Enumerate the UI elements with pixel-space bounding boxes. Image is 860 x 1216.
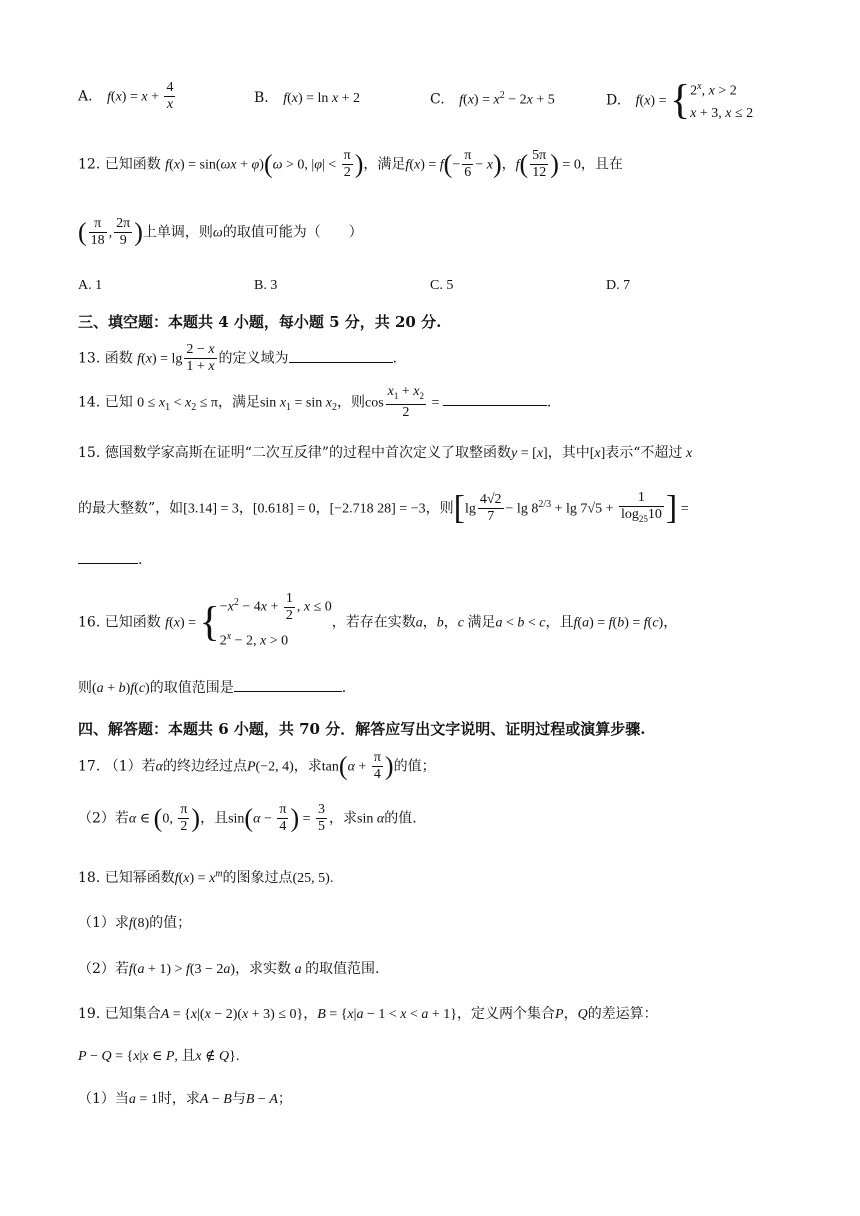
q14: 14. 已知 $0 \le x_1 < x_2 \le \pi$，满足$\sin x_1 = \sin x_2$，则cos $\frac{x_1 + x_2}{2}$ = . [78,384,552,420]
q12-option-c: C. 5 [430,278,454,293]
q11-options [78,76,798,126]
q17-part1: 17. （1）若α的终边经过点P(−2, 4)，求tan(α + $\frac{\pi}{4}$ )的值； [78,750,436,782]
q19-mid2-text: 的差运算： [587,1006,658,1022]
q18-part2: （2）若f(a + 1) > f(3 − 2a)，求实数 a 的取值范围. [78,961,380,977]
answer-blank[interactable] [289,348,393,363]
q16-mid-text: ，若存在实数 [331,614,416,631]
q12-option-b: B. 3 [254,278,278,293]
q15-line1-text: 15. 德国数学家高斯在证明“二次互反律”的过程中首次定义了取整函数 [78,445,512,461]
section-3-heading: 三、填空题：本题共 4 小题，每小题 5 分，共 20 分. [78,313,442,331]
q13-end: . [392,350,397,367]
q13: 13. 函数 f(x) = lg $\frac{2 - x}{1 + x}$ 的定义域为 . [78,342,397,374]
q15-line1: 15. 德国数学家高斯在证明“二次互反律”的过程中首次定义了取整函数y = [x]，其中[x]表示“不超过 x [78,445,693,461]
q14-end: . [546,394,552,411]
q13-lead-text: 13. 函数 [78,350,133,367]
option-label: D. [606,92,622,109]
answer-blank[interactable] [78,549,138,564]
q15-line2b-text: ，则 [425,500,454,517]
q12-option-a: A. 1 [78,278,103,293]
q14-mid2-text: ，则 [336,394,365,411]
q15-line3 [78,549,142,568]
q19-mid-text: ，定义两个集合 [457,1006,555,1022]
q18-p2-text: （2）若 [78,961,129,977]
q11-option-b: B. f(x) = ln x + 2 [254,90,361,106]
q15-line2: 的最大整数”，如[3.14] = 3，[0.618] = 0，[−2.718 28] = −3，则[lg $\frac{4√2}{7}$ − $\lg 8^{2/3} + \lg 7√5$ + $\frac{1}{\log_{25}10}$ ] = [78,489,689,527]
q16-line1: 16. 已知函数 f(x) = { $-x^2 - 4x$ + $\frac{1}{2}$ , x ≤ 0 $2^x - 2$, x > 0 ，若存在实数a，b，c 满足a < b < c，且f(a) = f(b) = f(c)， [78,590,678,649]
q11-option-d: D. f(x) = { 2$^x$, x > 2 x + 3, x ≤ 2 [606,77,754,124]
q19-line2-text: 且 [181,1048,196,1064]
q16-mid3-text: ，且 [545,614,574,631]
q19-stem: 19. 已知集合A = {x|(x − 2)(x + 3) ≤ 0}，B = {x|a − 1 < x < a + 1}，定义两个集合P，Q的差运算： [78,1006,658,1022]
q12-lead-text: 12. 已知函数 [78,156,161,173]
section-4-heading: 四、解答题：本题共 6 小题，共 70 分．解答应写出文字说明、证明过程或演算步骤. [78,720,646,738]
answer-blank[interactable] [443,391,547,406]
q19-part1: （1）当a = 1时，求A − B与B − A； [78,1091,292,1107]
q16-line2b-text: 的取值范围是 [149,680,234,696]
q14-mid-text: ，满足 [217,394,260,411]
q12-line2b-text: 的取值可能为（ ） [222,224,363,241]
q19-p1b-text: 时，求 [157,1091,200,1107]
q12-tail-text: ，且在 [580,156,623,173]
q15-line2a-text: 的最大整数”，如 [78,500,184,517]
q17-part2: （2）若α ∈ (0, $\frac{\pi}{2}$ )，且sin(α − $\frac{\pi}{4}$ ) = $\frac{3}{5}$ ，求sin α的值. [78,802,417,834]
q17-p1d-text: 的值； [393,758,436,775]
option-label: C. [430,91,445,108]
q16-line2: 则(a + b)f(c)的取值范围是 . [78,677,346,697]
q18-p1b-text: 的值； [149,915,192,931]
q16-line2a-text: 则 [78,680,92,696]
q12-options [78,278,798,298]
q12-option-d: D. 7 [606,278,631,293]
q12-line2-text: 上单调，则 [142,224,213,241]
q17-p2b-text: ，且 [200,810,229,827]
option-label: B. [254,90,269,106]
q18-p1-text: （1）求 [78,915,129,931]
q18-part1: （1）求f(8)的值； [78,915,192,931]
q12-line1: 12. 已知函数 f(x) = sin(ωx + φ)(ω > 0, |φ| < $\frac{\pi}{2}$ )，满足f(x) = f(− $\frac{\pi}{6}$ − x)，f( $\frac{5\pi}{12}$ ) = 0，且在 [78,148,623,180]
q11-option-c: C. $f(x) = x^2 - 2x + 5$ [430,90,555,108]
q19-p1c-text: 与 [231,1091,246,1107]
q15-line1c-text: 表示“不超过 [605,445,683,461]
q18-tail-text: 的图象过点 [222,870,293,886]
q19-p1d-text: ； [277,1091,292,1107]
q12-line2: ( $\frac{\pi}{18}$ , $\frac{2\pi}{9}$ )上单调，则ω的取值可能为（ ） [78,216,363,248]
q17-p1c-text: ，求 [293,758,322,775]
q17-p2a-text: （2）若 [78,810,129,827]
q19-lead-text: 19. 已知集合 [78,1006,161,1022]
q11-option-a: A. f(x) = x + $\frac{4}{x}$ [78,80,174,112]
q17-p1a-text: 17. （1）若 [78,758,156,775]
q16-lead-text: 16. 已知函数 [78,614,161,631]
q17-p2d-text: 的值. [384,810,417,827]
q19-p1a-text: （1）当 [78,1091,129,1107]
q19-definition: P − Q = {x|x ∈ P, 且x ∉ Q}. [78,1048,240,1064]
q15-end: . [138,552,143,568]
q18-p2c-text: 的取值范围. [305,961,380,977]
q18-stem: 18. 已知幂函数$f(x) = x^m$的图象过点(25, 5). [78,868,334,886]
q15-line1b-text: ，其中 [547,445,590,461]
q16-mid2-text: 满足 [467,614,496,631]
q18-lead-text: 18. 已知幂函数 [78,870,175,886]
q18-p2b-text: ，求实数 [235,961,292,977]
q17-p1b-text: 的终边经过点 [162,758,247,775]
q16-end: . [341,680,347,696]
q13-tail-text: 的定义域为 [218,350,289,367]
q17-p2c-text: ，求 [329,810,358,827]
answer-blank[interactable] [234,677,342,692]
option-label: A. [78,88,93,105]
q12-mid-text: ，满足 [363,156,406,173]
q14-lead-text: 14. 已知 [78,394,133,411]
